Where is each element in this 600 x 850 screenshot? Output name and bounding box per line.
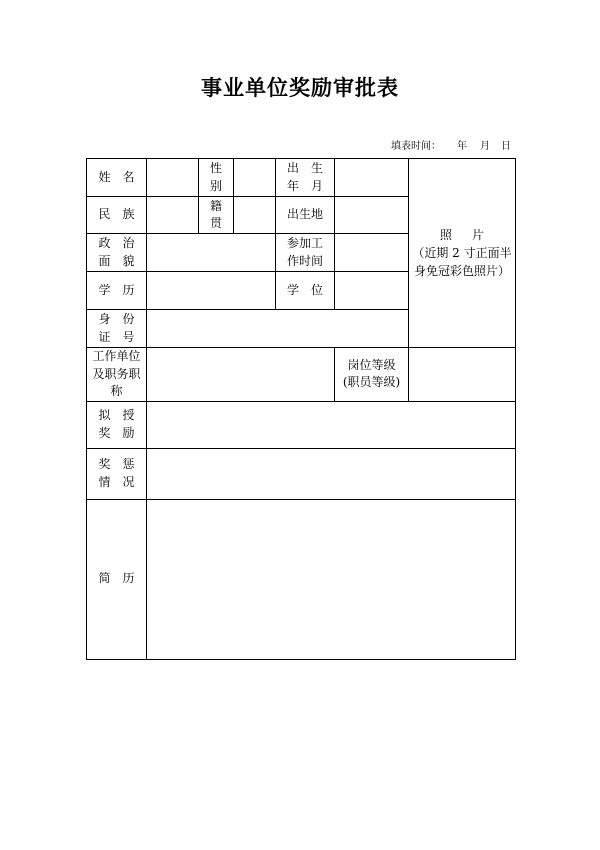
proposed-award-field xyxy=(147,401,516,448)
ethnicity-field xyxy=(147,197,199,234)
rewards-record-field xyxy=(147,448,516,499)
native-place-field xyxy=(234,197,276,234)
resume-field xyxy=(147,499,516,659)
approval-form-table xyxy=(86,158,516,660)
name-label: 姓 名 xyxy=(87,159,147,197)
work-start-date-label: 参加工 作时间 xyxy=(276,234,335,272)
political-status-field xyxy=(147,234,276,272)
name-field xyxy=(147,159,199,197)
birthplace-label: 出生地 xyxy=(276,197,335,234)
photo-note: （近期 2 寸正面半 身免冠彩色照片） xyxy=(412,246,512,278)
photo-cell xyxy=(409,159,516,348)
id-number-label: 身 份 证 号 xyxy=(87,310,147,348)
rewards-record-label: 奖 惩 情 况 xyxy=(87,448,147,499)
education-label: 学 历 xyxy=(87,272,147,310)
employer-title-label: 工作单位 及职务职 称 xyxy=(87,348,147,402)
education-field xyxy=(147,272,276,310)
degree-label: 学 位 xyxy=(276,272,335,310)
proposed-award-label: 拟 授 奖 励 xyxy=(87,401,147,448)
political-status-label: 政 治 面 貌 xyxy=(87,234,147,272)
birth-date-field xyxy=(335,159,409,197)
page-title: 事业单位奖励审批表 xyxy=(201,75,399,100)
post-grade-label: 岗位等级 (职员等级) xyxy=(335,348,409,402)
native-place-label: 籍 贯 xyxy=(199,197,234,234)
id-number-field xyxy=(147,310,409,348)
degree-field xyxy=(335,272,409,310)
employer-title-field xyxy=(147,348,335,402)
resume-label: 简 历 xyxy=(87,499,147,659)
birthplace-field xyxy=(335,197,409,234)
fill-date-day: 日 xyxy=(501,141,511,152)
fill-date-label: 填表时间： xyxy=(391,141,441,152)
post-grade-field xyxy=(409,348,516,402)
photo-label: 照 片 xyxy=(439,228,488,242)
birth-date-label: 出 生 年 月 xyxy=(276,159,335,197)
gender-label: 性 别 xyxy=(199,159,234,197)
work-start-date-field xyxy=(335,234,409,272)
gender-field xyxy=(234,159,276,197)
fill-date xyxy=(391,140,511,154)
fill-date-month: 月 xyxy=(480,141,490,152)
fill-date-year: 年 xyxy=(457,141,467,152)
ethnicity-label: 民 族 xyxy=(87,197,147,234)
